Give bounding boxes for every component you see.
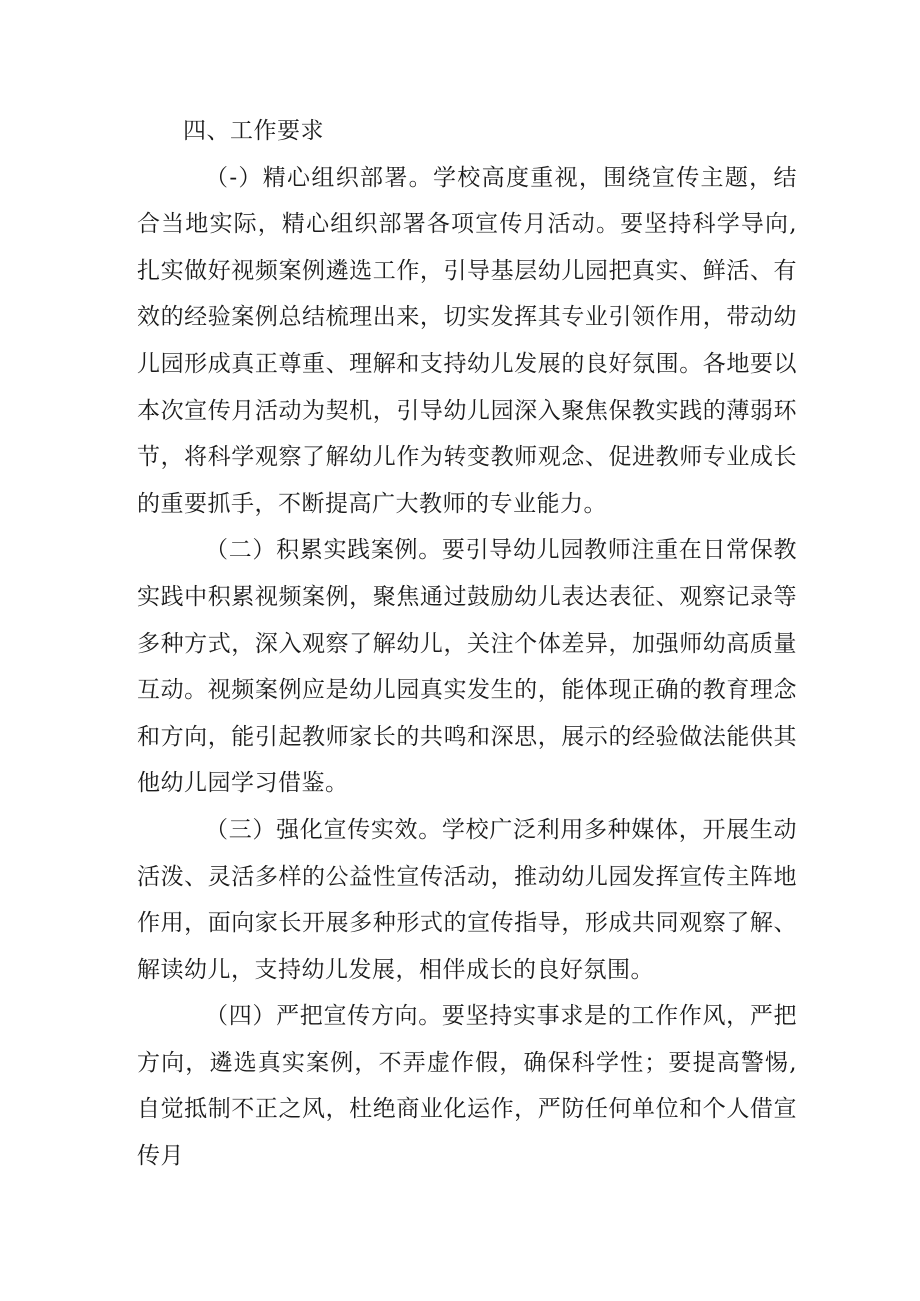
- document-body: [137, 108, 797, 1180]
- paragraph-organize-deployment: （-）精心组织部署。学校高度重视，围绕宣传主题，结合当地实际，精心组织部署各项宣传月活动。要坚持科学导向,扎实做好视频案例遴选工作，引导基层幼儿园把真实、鲜活、有效的经验案例总结梳理出来，切实发挥其专业引领作用，带动幼儿园形成真正尊重、理解和支持幼儿发展的良好氛围。各地要以本次宣传月活动为契机，引导幼儿园深入聚焦保教实践的薄弱环节，将科学观察了解幼儿作为转变教师观念、促进教师专业成长的重要抓手，不断提高广大教师的专业能力。: [137, 164, 797, 517]
- section-heading: 四、工作要求: [183, 118, 324, 144]
- paragraph-accumulate-cases: （二）积累实践案例。要引导幼儿园教师注重在日常保教实践中积累视频案例，聚焦通过鼓励幼儿表达表征、观察记录等多种方式，深入观察了解幼儿，关注个体差异，加强师幼高质量互动。视频案例应是幼儿园真实发生的，能体现正确的教育理念和方向，能引起教师家长的共鸣和深思，展示的经验做法能供其他幼儿园学习借鉴。: [137, 537, 797, 797]
- paragraph-strengthen-publicity: （三）强化宣传实效。学校广泛利用多种媒体，开展生动活泼、灵活多样的公益性宣传活动，推动幼儿园发挥宣传主阵地作用，面向家长开展多种形式的宣传指导，形成共同观察了解、解读幼儿，支持幼儿发展，相伴成长的良好氛围。: [137, 816, 797, 983]
- paragraph-publicity-direction: （四）严把宣传方向。要坚持实事求是的工作作风，严把方向，遴选真实案例，不弄虚作假，确保科学性；要提高警惕,自觉抵制不正之风，杜绝商业化运作，严防任何单位和个人借宣传月: [137, 1003, 797, 1170]
